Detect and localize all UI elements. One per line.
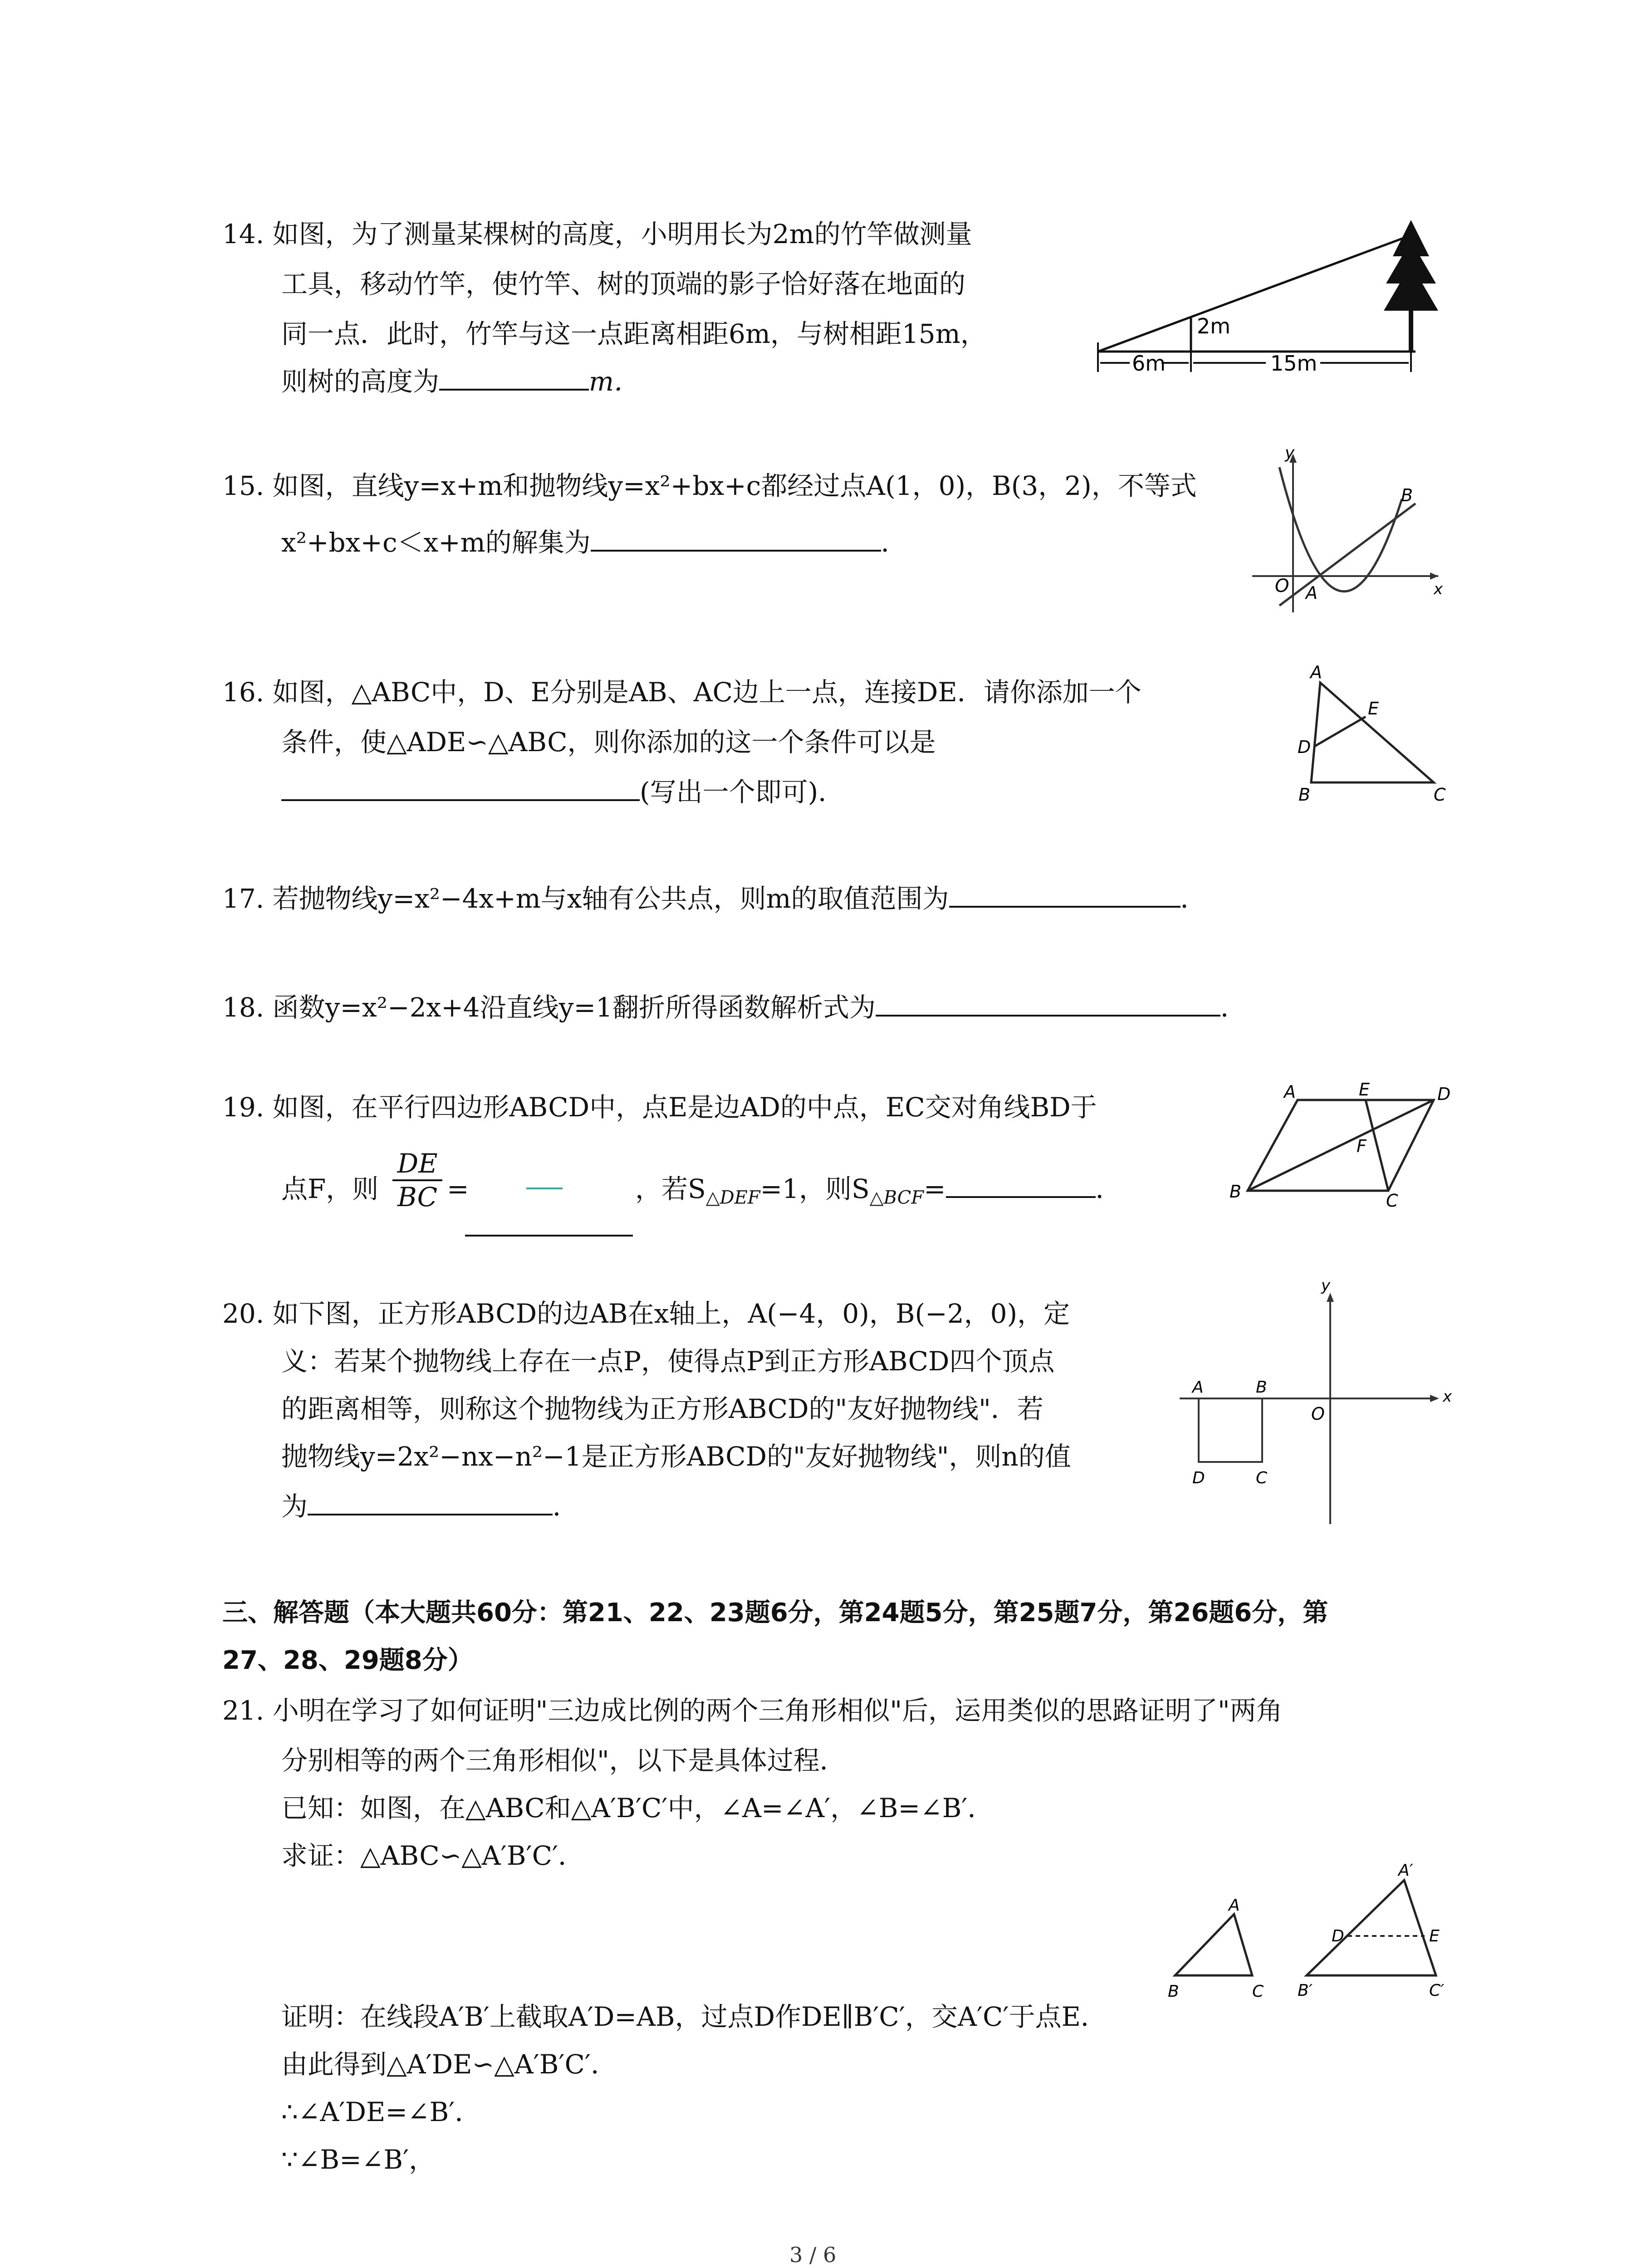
q19-fig-f-label: F [1357,1136,1367,1156]
q19-teal-mark [526,1188,563,1189]
q21-fig2-a-label: A′ [1398,1861,1413,1880]
q20-fig-c-label: C [1256,1469,1268,1487]
q14-fig-pole-label: 2m [1197,314,1231,338]
q19-fig-a-label: A [1284,1082,1296,1102]
q15-fig-o-label: O [1275,576,1289,596]
q20-line-4: 抛物线y=2x²−nx−n²−1是正方形ABCD的"友好抛物线"，则n的值 [281,1441,1071,1472]
q16-fig-b-label: B [1298,785,1311,805]
q21-figure-1 [1161,1896,1311,2005]
q21-given: 已知：如图，在△ABC和△A′B′C′中，∠A=∠A′，∠B=∠B′． [281,1793,994,1823]
q21-line-1: 21. 小明在学习了如何证明"三边成比例的两个三角形相似"后，运用类似的思路证明了"两角 [222,1695,1283,1726]
q19-line-1: 19. 如图，在平行四边形ABCD中，点E是边AD的中点，EC交对角线BD于 [222,1092,1097,1123]
q21-fig2-c-label: C′ [1429,1981,1445,2000]
q21-line-2: 分别相等的两个三角形相似"，以下是具体过程． [281,1745,846,1776]
q19-end: ． [1095,1173,1122,1204]
q15-end: ． [881,527,907,558]
q20-end: ． [553,1491,579,1522]
q14-figure [1093,211,1447,388]
q15-fig-y-label: y [1285,444,1295,462]
q20-line-2: 义：若某个抛物线上存在一点P，使得点P到正方形ABCD四个顶点 [281,1346,1055,1377]
q19-area-s1: ，若S [635,1173,706,1204]
q20-fig-b-label: B [1256,1378,1267,1397]
q14-answer-blank[interactable] [439,365,589,391]
q15-fig-x-label: x [1434,580,1443,598]
q19-answer-blank-2[interactable] [946,1173,1096,1198]
q14-line-3: 同一点．此时，竹竿与这一点距离相距6m，与树相距15m， [281,318,987,349]
q21-proof-line-4: ∵∠B=∠B′， [281,2144,436,2175]
q19-area-sub2: △BCF [869,1187,924,1208]
q21-fig1-a-label: A [1229,1896,1240,1915]
q15-fig-b-label: B [1401,485,1413,505]
q21-proof-line-2: 由此得到△A′DE∽△A′B′C′． [281,2049,617,2080]
q20-line-1: 20. 如下图，正方形ABCD的边AB在x轴上，A(−4，0)，B(−2，0)，定 [222,1298,1070,1329]
q19-fig-b-label: B [1230,1182,1242,1202]
section3-heading-line-1: 三、解答题（本大题共60分：第21、22、23题6分，第24题5分，第25题7分，第26题6分，第 [222,1598,1328,1628]
q17-answer-blank[interactable] [949,882,1181,908]
q14-unit: m． [589,366,641,397]
q19-fig-e-label: E [1359,1080,1370,1100]
q16-figure [1279,660,1461,814]
q16-fig-d-label: D [1298,737,1311,757]
q21-proof-line-1: 证明：在线段A′B′上截取A′D=AB，过点D作DE∥B′C′，交A′C′于点E． [281,2001,1107,2032]
q19-answer-blank-1[interactable] [465,1235,633,1237]
q20-fig-a-label: A [1192,1378,1204,1397]
q14-line-2: 工具，移动竹竿，使竹竿、树的顶端的影子恰好落在地面的 [281,269,966,299]
q17-end: ． [1180,883,1207,914]
q18-answer-blank[interactable] [876,991,1220,1017]
q21-fig1-b-label: B [1168,1982,1179,2001]
q19-area-eq: = [924,1173,946,1204]
q16-line-1: 16. 如图，△ABC中，D、E分别是AB、AC边上一点，连接DE．请你添加一个 [222,677,1141,708]
page-number: 3 / 6 [789,2243,837,2267]
q15-figure [1252,445,1443,617]
q19-fig-d-label: D [1437,1084,1451,1104]
q21-prove: 求证：△ABC∽△A′B′C′． [281,1840,585,1871]
q15-line-1: 15. 如图，直线y=x+m和抛物线y=x²+bx+c都经过点A(1，0)，B(3，2)，不等式 [222,470,1197,501]
q20-line-5 [281,1490,579,1523]
q21-fig2-e-label: E [1429,1927,1440,1945]
q16-answer-blank[interactable] [281,776,640,801]
q20-fig-d-label: D [1192,1469,1205,1487]
q19-fig-c-label: C [1386,1191,1398,1211]
q14-fig-d2-label: 15m [1270,351,1318,376]
q20-fig-o-label: O [1311,1404,1325,1424]
q19-prefix: 点F，则 [281,1173,379,1204]
q14-line-4 [281,365,640,398]
q19-equals: = [447,1173,469,1204]
q14-text: 则树的高度为 [281,366,440,397]
q19-area-text [635,1173,1122,1214]
q20-figure [1180,1276,1452,1533]
q14-line-1: 14. 如图，为了测量某棵树的高度，小明用长为2m的竹竿做测量 [222,219,972,249]
q19-figure [1220,1080,1461,1211]
q14-fig-d1-label: 6m [1132,351,1166,376]
q19-fraction-denominator: BC [392,1179,442,1213]
q19-area-sub1: △DEF [705,1187,760,1208]
q21-proof-line-3: ∴∠A′DE=∠B′． [281,2097,481,2127]
q20-fig-y-label: y [1321,1276,1331,1295]
q17-text: 17. 若抛物线y=x²−4x+m与x轴有公共点，则m的取值范围为 [222,883,949,914]
q21-figure-2 [1293,1860,1474,2005]
q21-fig2-d-label: D [1332,1927,1344,1945]
q16-line-3 [281,776,844,808]
q16-fig-c-label: C [1434,785,1446,805]
q15-text: x²+bx+c＜x+m的解集为 [281,527,591,558]
q16-fig-e-label: E [1368,699,1379,719]
section3-heading-line-2: 27、28、29题8分） [222,1646,473,1675]
q21-fig2-b-label: B′ [1298,1981,1313,2000]
q20-text: 为 [281,1491,308,1522]
q20-line-3: 的距离相等，则称这个抛物线为正方形ABCD的"友好抛物线"．若 [281,1393,1043,1424]
q20-fig-x-label: x [1443,1388,1452,1406]
q15-line-2 [281,526,907,559]
q21-fig1-c-label: C [1252,1982,1264,2001]
q19-fraction [392,1148,442,1213]
q19-area-s2: =1，则S [760,1173,870,1204]
q15-answer-blank[interactable] [591,526,881,552]
q18-line [222,991,1247,1024]
q18-text: 18. 函数y=x²−2x+4沿直线y=1翻折所得函数解析式为 [222,992,876,1023]
q16-line-2: 条件，使△ADE∽△ABC，则你添加的这一个条件可以是 [281,727,936,758]
q19-fraction-numerator: DE [397,1148,438,1179]
q15-fig-a-label: A [1306,583,1318,603]
q16-fig-a-label: A [1310,662,1322,682]
q20-answer-blank[interactable] [308,1490,553,1515]
q16-end: (写出一个即可)． [640,777,845,807]
q18-end: ． [1220,992,1247,1023]
q17-line [222,882,1207,915]
